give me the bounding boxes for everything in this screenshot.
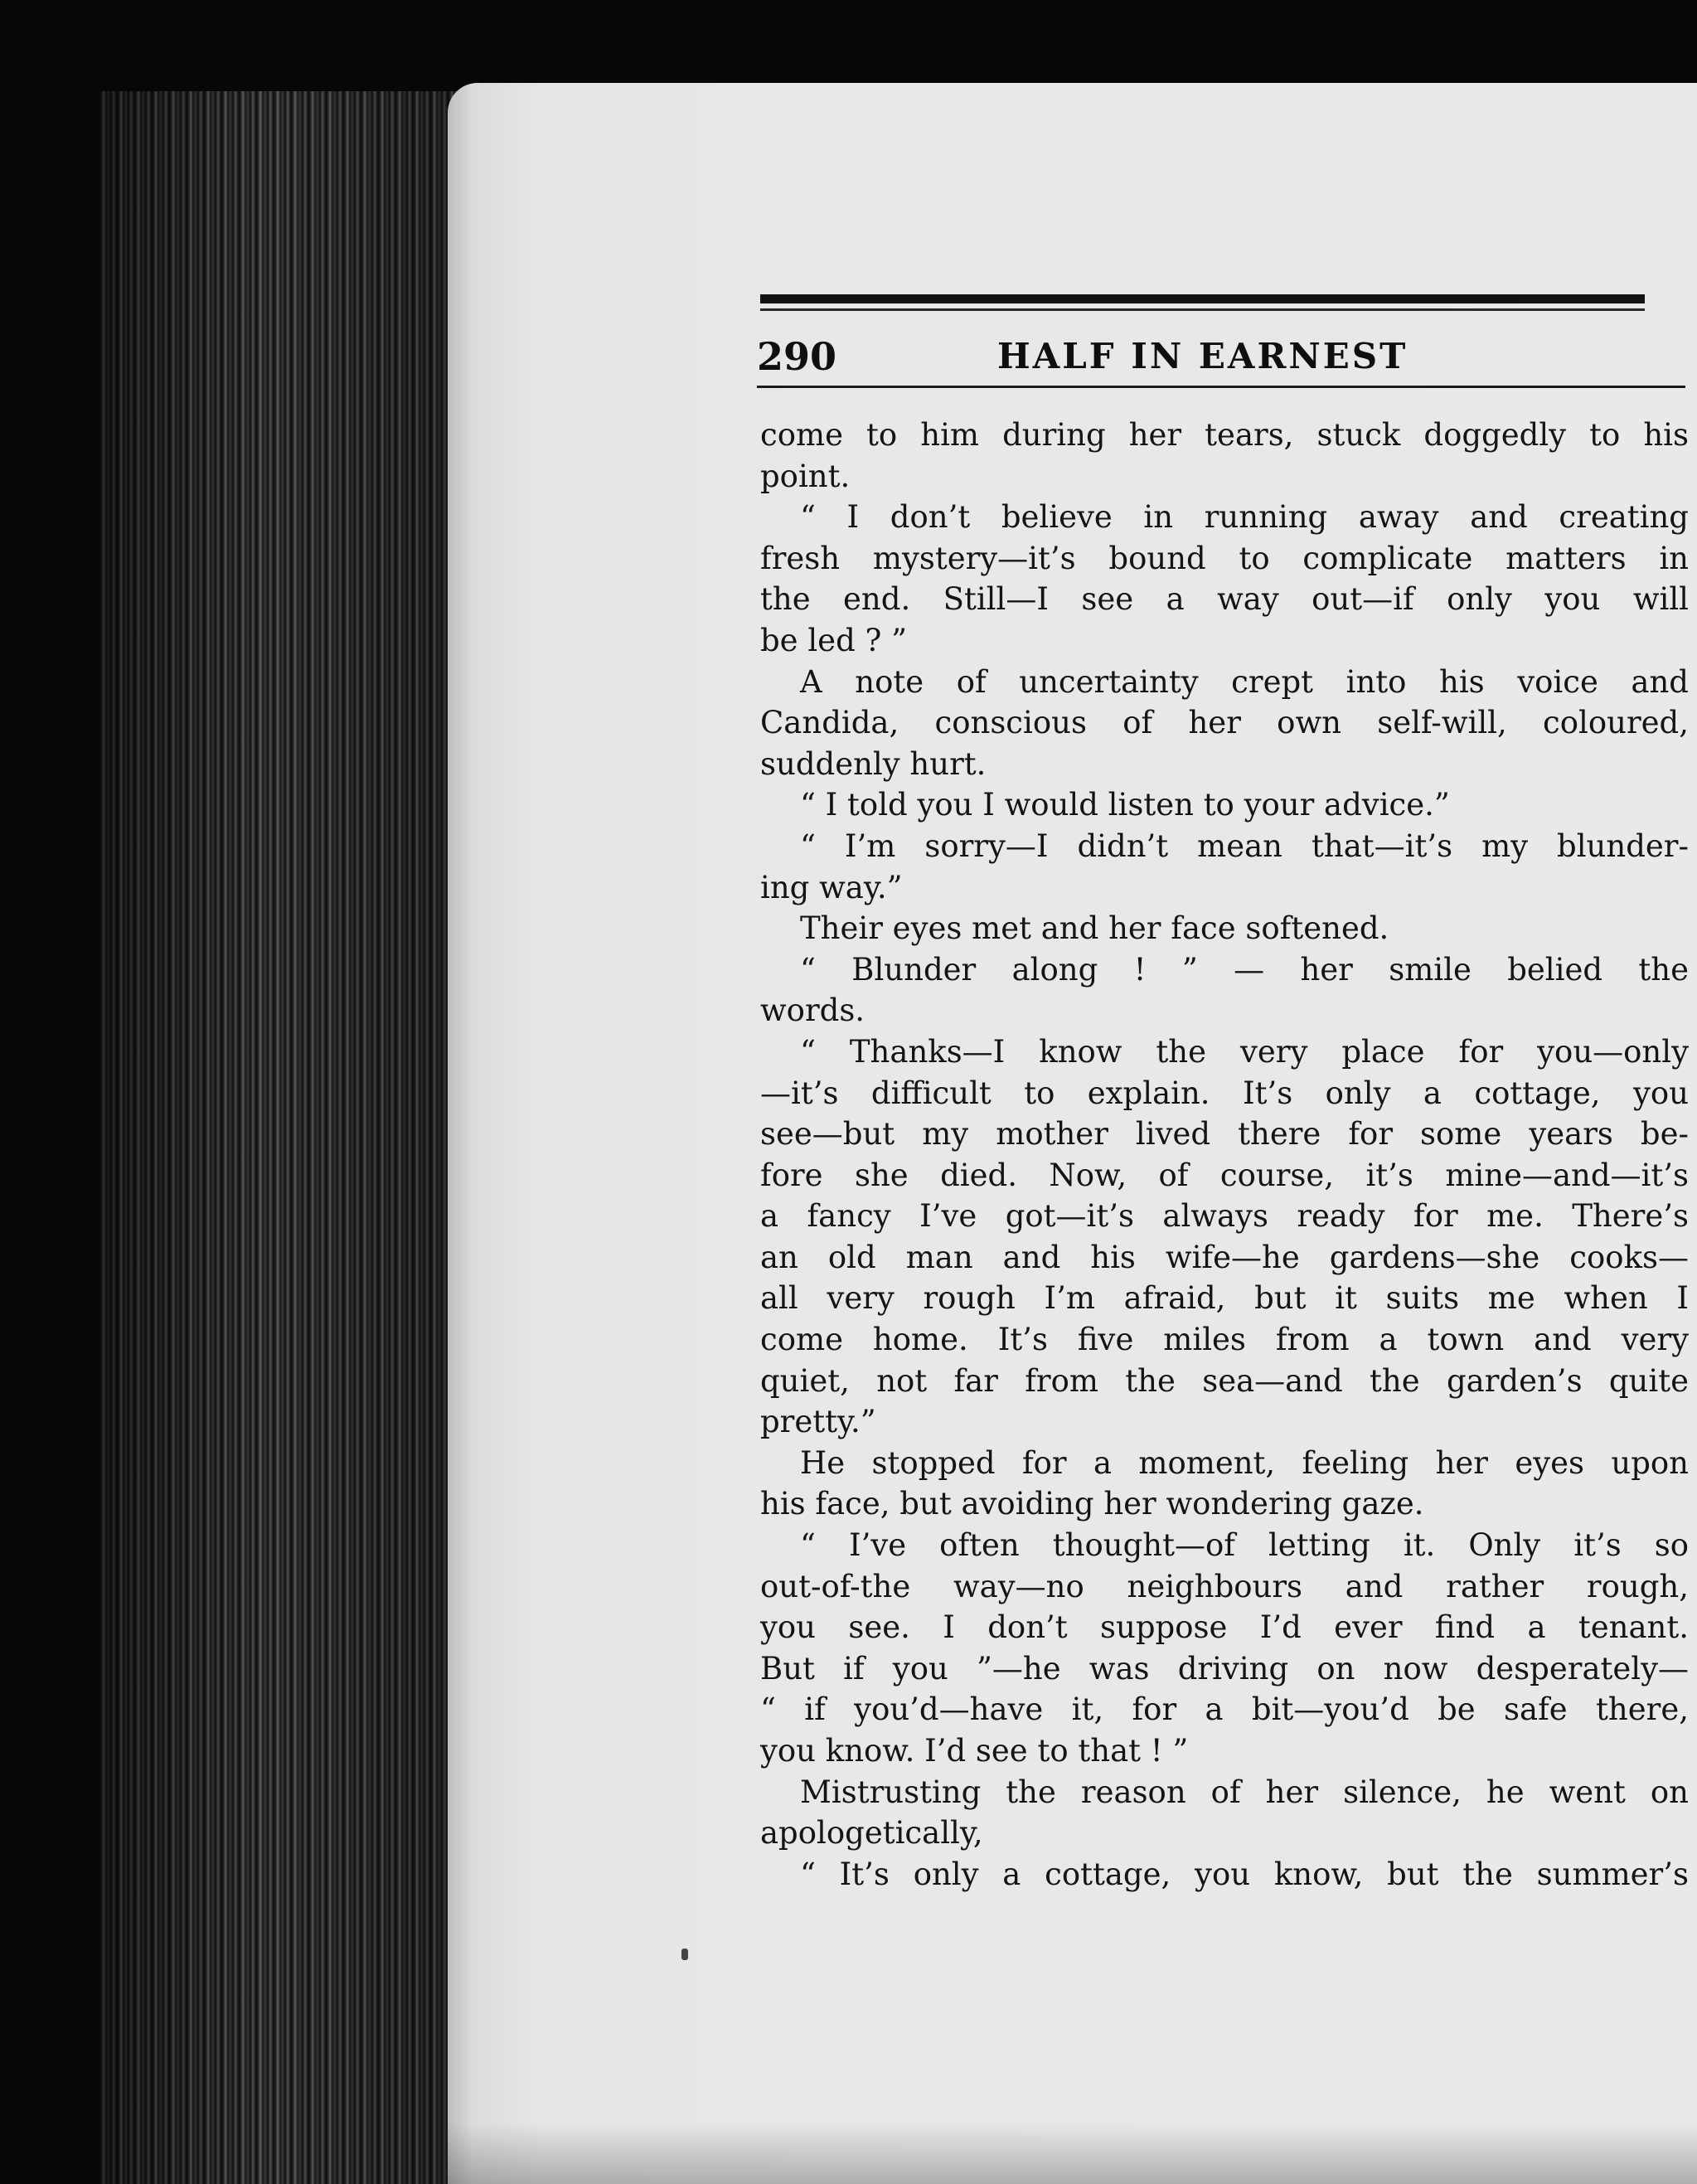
text-line: Candida, conscious of her own self-will, coloured, bbox=[760, 705, 1689, 741]
text-line: “ I’ve often thought—of letting it. Only it’s so bbox=[800, 1527, 1689, 1564]
text-line: be led ? ” bbox=[760, 622, 908, 658]
text-line: “ It’s only a cottage, you know, but the summer’s bbox=[800, 1856, 1689, 1892]
running-head bbox=[757, 332, 1685, 381]
text-line: apologetically, bbox=[760, 1815, 983, 1852]
text-line: fore she died. Now, of course, it’s mine—and—it’s bbox=[760, 1157, 1689, 1193]
body-text bbox=[760, 415, 1689, 1895]
text-line: “ Blunder along ! ” — her smile belied the bbox=[800, 951, 1689, 988]
text-line: his face, but avoiding her wondering gaze. bbox=[760, 1486, 1424, 1522]
top-rule-thin bbox=[760, 308, 1645, 311]
text-line: —it’s difficult to explain. It’s only a cottage, you bbox=[760, 1075, 1689, 1111]
top-rule bbox=[760, 294, 1645, 303]
text-line: “ I’m sorry—I didn’t mean that—it’s my blunder- bbox=[800, 827, 1689, 864]
text-line: an old man and his wife—he gardens—she cooks— bbox=[760, 1239, 1689, 1275]
text-line: come to him during her tears, stuck doggedly to his bbox=[760, 417, 1689, 453]
text-line: “ I don’t believe in running away and creating bbox=[800, 499, 1689, 536]
page-edges-shadow bbox=[99, 91, 464, 2184]
text-line: pretty.” bbox=[760, 1404, 876, 1440]
text-line: Mistrusting the reason of her silence, he went on bbox=[800, 1774, 1689, 1810]
text-line: “ I told you I would listen to your advice.” bbox=[800, 787, 1450, 823]
text-line: Their eyes met and her face softened. bbox=[800, 910, 1389, 947]
text-line: “ Thanks—I know the very place for you—only bbox=[800, 1033, 1689, 1070]
text-line: “ if you’d—have it, for a bit—you’d be safe there, bbox=[760, 1691, 1689, 1728]
page-bottom-shadow bbox=[448, 2123, 1697, 2184]
text-line: out-of-the way—no neighbours and rather rough, bbox=[760, 1568, 1689, 1604]
page-number: 290 bbox=[757, 334, 837, 379]
text-line: suddenly hurt. bbox=[760, 745, 987, 782]
text-line: come home. It’s five miles from a town and very bbox=[760, 1322, 1689, 1358]
book-title: HALF IN EARNEST bbox=[997, 336, 1409, 376]
text-line: words. bbox=[760, 993, 865, 1029]
text-line: A note of uncertainty crept into his voice and bbox=[800, 663, 1689, 700]
text-line: fresh mystery—it’s bound to complicate matters in bbox=[760, 540, 1689, 576]
text-line: quiet, not far from the sea—and the garden’s quite bbox=[760, 1362, 1689, 1399]
text-line: But if you ”—he was driving on now desperately— bbox=[760, 1650, 1689, 1687]
text-line: ing way.” bbox=[760, 869, 903, 905]
text-line: you see. I don’t suppose I’d ever find a tenant. bbox=[760, 1609, 1689, 1646]
dust-speck bbox=[681, 1949, 688, 1960]
text-line: you know. I’d see to that ! ” bbox=[760, 1733, 1189, 1769]
text-line: see—but my mother lived there for some years be- bbox=[760, 1116, 1689, 1153]
header-rule bbox=[757, 386, 1685, 388]
text-line: He stopped for a moment, feeling her eyes upon bbox=[800, 1444, 1689, 1481]
text-line: all very rough I’m afraid, but it suits me when I bbox=[760, 1280, 1689, 1317]
text-line: a fancy I’ve got—it’s always ready for me. There’s bbox=[760, 1198, 1689, 1235]
text-line: the end. Still—I see a way out—if only you will bbox=[760, 581, 1689, 618]
text-line: point. bbox=[760, 458, 851, 494]
